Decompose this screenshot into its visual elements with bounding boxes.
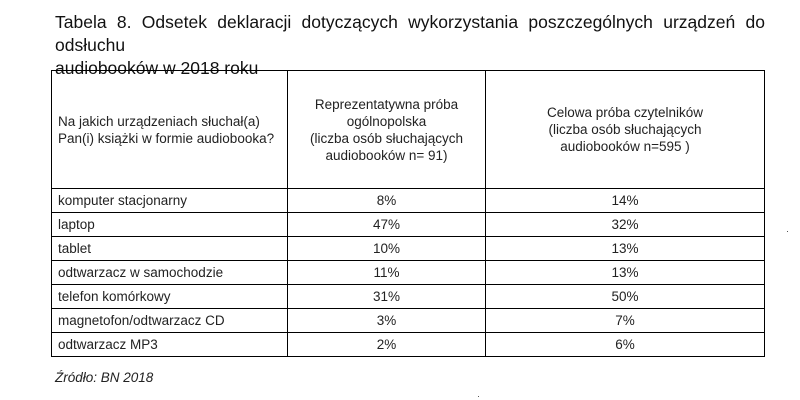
table-row: [52, 237, 765, 261]
target-value-cell: 6%: [486, 333, 765, 357]
header-representative-line: Reprezentatywna próba: [314, 96, 459, 112]
header-representative-line: (liczba osób słuchających: [309, 130, 464, 146]
device-cell: odtwarzacz w samochodzie: [52, 261, 288, 285]
header-representative-line: ogólnopolska: [346, 113, 427, 129]
table-row: [52, 261, 765, 285]
header-representative-sample: [288, 71, 486, 189]
target-value-cell: 13%: [486, 261, 765, 285]
header-target-line: (liczba osób słuchających: [548, 122, 702, 137]
representative-value-cell: 11%: [288, 261, 486, 285]
header-representative-line: audiobooków n= 91): [325, 147, 448, 163]
caption-line-2: audiobooków w 2018 roku: [55, 58, 259, 78]
header-target-line: Celowa próba czytelników: [546, 105, 704, 120]
caption-line-1: Tabela 8. Odsetek deklaracji dotyczących wykorzystania poszczególnych urządzeń do odsłuchu: [55, 12, 765, 55]
device-cell: magnetofon/odtwarzacz CD: [52, 309, 288, 333]
header-question-line: Na jakich urządzeniach słuchał(a): [58, 113, 260, 129]
representative-value-cell: 2%: [288, 333, 486, 357]
target-value-cell: 7%: [486, 309, 765, 333]
device-cell: odtwarzacz MP3: [52, 333, 288, 357]
device-cell: telefon komórkowy: [52, 285, 288, 309]
target-value-cell: 13%: [486, 237, 765, 261]
table-row: [52, 333, 765, 357]
target-value-cell: 14%: [486, 189, 765, 213]
table-header-row: [52, 71, 765, 189]
table-row: [52, 213, 765, 237]
device-cell: laptop: [52, 213, 288, 237]
source-note: Źródło: BN 2018: [55, 370, 154, 385]
representative-value-cell: 47%: [288, 213, 486, 237]
table-row: [52, 285, 765, 309]
scan-speck: [787, 231, 788, 232]
header-target-sample: [486, 71, 765, 189]
device-cell: tablet: [52, 237, 288, 261]
representative-value-cell: 8%: [288, 189, 486, 213]
header-question-line: Pan(i) książki w formie audiobooka?: [58, 130, 275, 146]
survey-table: [51, 70, 765, 357]
table-row: [52, 189, 765, 213]
device-cell: komputer stacjonarny: [52, 189, 288, 213]
representative-value-cell: 3%: [288, 309, 486, 333]
header-question: [52, 71, 288, 189]
target-value-cell: 50%: [486, 285, 765, 309]
table-row: [52, 309, 765, 333]
representative-value-cell: 31%: [288, 285, 486, 309]
scan-speck: [478, 396, 479, 397]
representative-value-cell: 10%: [288, 237, 486, 261]
header-target-line: audiobooków n=595 ): [560, 139, 690, 154]
target-value-cell: 32%: [486, 213, 765, 237]
